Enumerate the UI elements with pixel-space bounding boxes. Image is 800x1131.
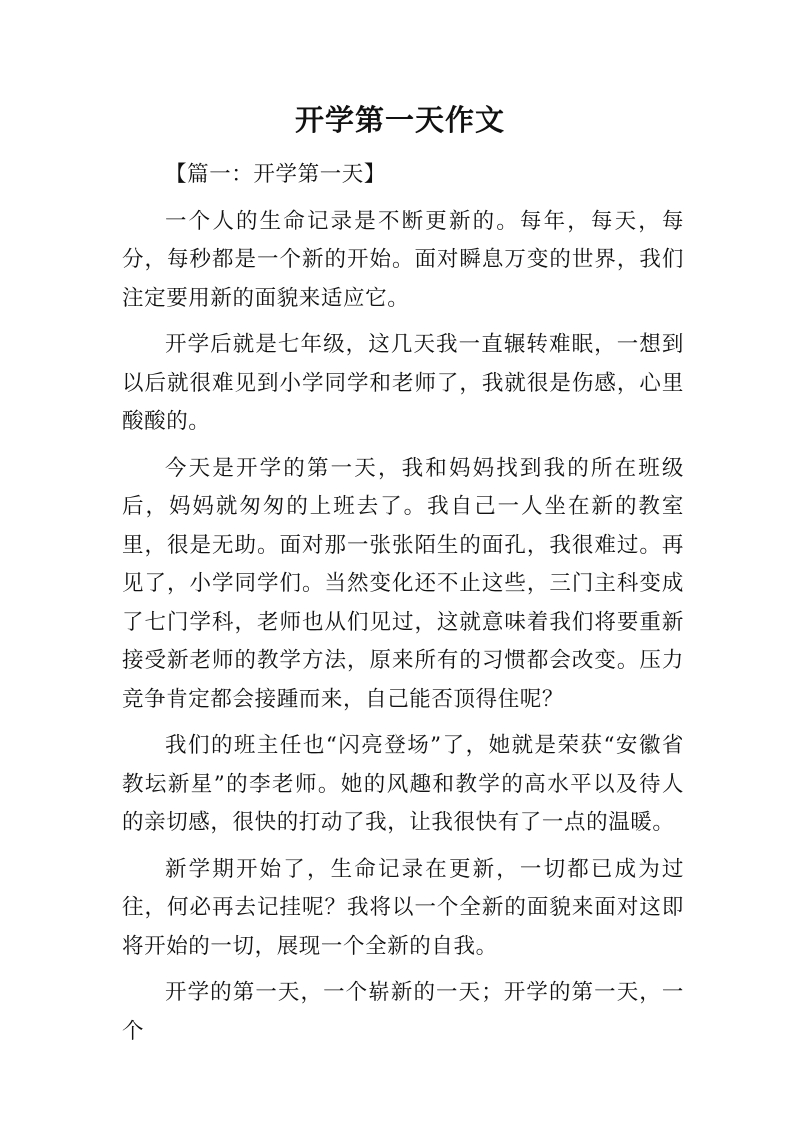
paragraph: 今天是开学的第一天，我和妈妈找到我的所在班级后，妈妈就匆匆的上班去了。我自己一人坐在新的教室里，很是无助。面对那一张张陌生的面孔，我很难过。再见了，小学同学们。当然变化还不止这些，三门主科变成了七门学科，老师也从们见过，这就意味着我们将要重新接受新老师的教学方法，原来所有的习惯都会改变。压力竞争肯定都会接踵而来，自己能否顶得住呢？ [122,455,684,712]
document-body [122,156,684,1051]
section-heading: 【篇一：开学第一天】 [165,162,387,187]
paragraph: 开学的第一天，一个崭新的一天；开学的第一天，一个 [122,980,684,1044]
document-title: 开学第一天作文 [294,103,505,137]
paragraph: 我们的班主任也“闪亮登场”了，她就是荣获“安徽省教坛新星”的李老师。她的风趣和教学的高水平以及待人的亲切感，很快的打动了我，让我很快有了一点的温暖。 [122,733,684,835]
paragraph: 新学期开始了，生命记录在更新，一切都已成为过往，何必再去记挂呢？我将以一个全新的面貌来面对这即将开始的一切，展现一个全新的自我。 [122,856,684,959]
paragraph: 一个人的生命记录是不断更新的。每年，每天，每分，每秒都是一个新的开始。面对瞬息万变的世界，我们注定要用新的面貌来适应它。 [122,208,684,311]
paragraph: 开学后就是七年级，这几天我一直辗转难眠，一想到以后就很难见到小学同学和老师了，我就很是伤感，心里酸酸的。 [122,332,684,434]
